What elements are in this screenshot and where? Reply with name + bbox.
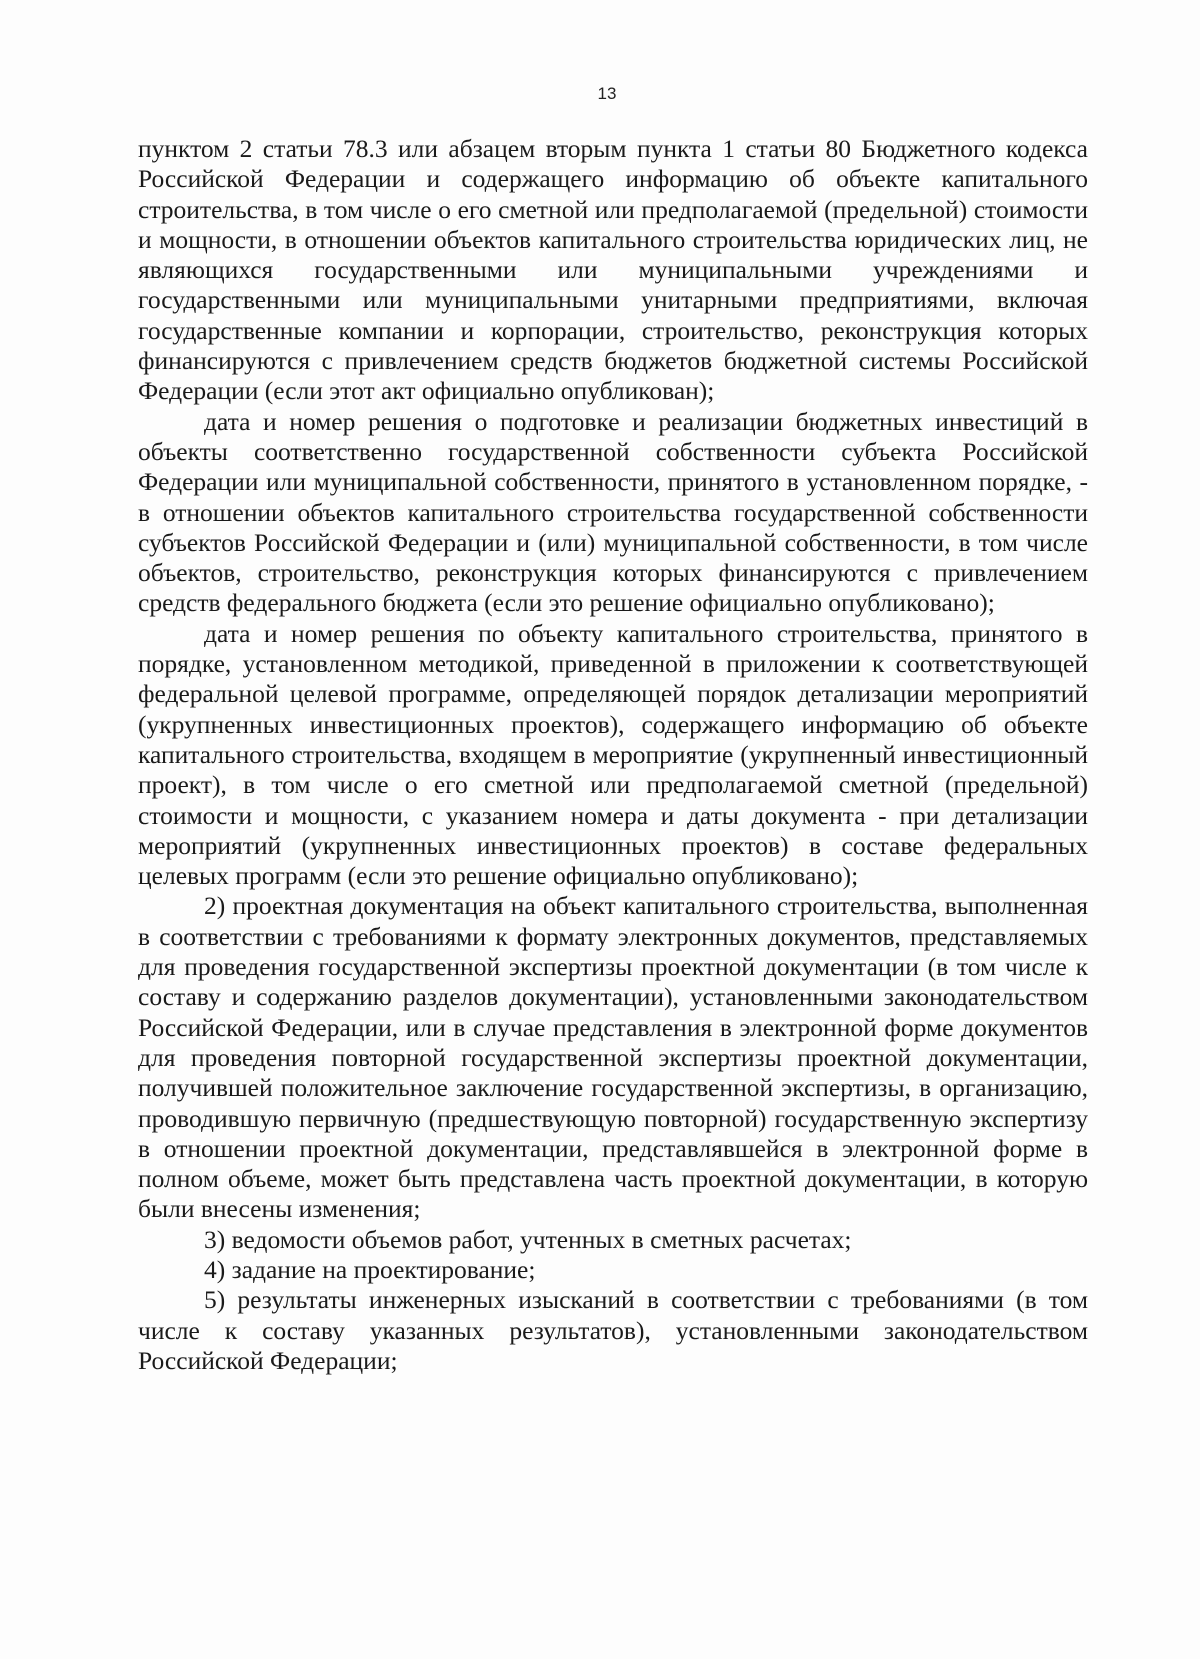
paragraph-continuation: пунктом 2 статьи 78.3 или абзацем вторым пункта 1 статьи 80 Бюджетного кодекса Российской Федерации и содержащего информацию об объекте капитального строительства, в том числе о его сметной или предполагаемой (предельной) стоимости и мощности, в отношении объектов капитального строительства юридических лиц, не являющихся государственными или муниципальными учреждениями и государственными или муниципальными унитарными предприятиями, включая государственные компании и корпорации, строительство, реконструкция которых финансируются с привлечением средств бюджетов бюджетной системы Российской Федерации (если этот акт официально опубликован); xyxy=(138,134,1088,406)
list-item-5-engineering-surveys: 5) результаты инженерных изысканий в соответствии с требованиями (в том числе к составу указанных результатов), установленными законодательством Российской Федерации; xyxy=(138,1285,1088,1375)
page-number: 13 xyxy=(597,84,617,103)
document-body xyxy=(138,134,1088,1376)
list-item-4-design-assignment: 4) задание на проектирование; xyxy=(204,1254,536,1284)
list-item-3-work-volumes: 3) ведомости объемов работ, учтенных в сметных расчетах; xyxy=(204,1224,852,1254)
paragraph-decision-budget-investments: дата и номер решения о подготовке и реализации бюджетных инвестиций в объекты соответственно государственной собственности субъекта Российской Федерации или муниципальной собственности, принятого в установленном порядке, - в отношении объектов капитального строительства государственной собственности субъектов Российской Федерации и (или) муниципальной собственности, в том числе объектов, строительство, реконструкция которых финансируются с привлечением средств федерального бюджета (если это решение официально опубликовано); xyxy=(138,406,1088,618)
paragraph-decision-federal-program: дата и номер решения по объекту капитального строительства, принятого в порядке, установленном методикой, приведенной в приложении к соответствующей федеральной целевой программе, определяющей порядок детализации мероприятий (укрупненных инвестиционных проектов), содержащего информацию об объекте капитального строительства, входящем в мероприятие (укрупненный инвестиционный проект), в том числе о его сметной или предполагаемой сметной (предельной) стоимости и мощности, с указанием номера и даты документа - при детализации мероприятий (укрупненных инвестиционных проектов) в составе федеральных целевых программ (если это решение официально опубликовано); xyxy=(138,618,1088,891)
list-item-2-project-documentation: 2) проектная документация на объект капитального строительства, выполненная в соответствии с требованиями к формату электронных документов, представляемых для проведения государственной экспертизы проектной документации (в том числе к составу и содержанию разделов документации), установленными законодательством Российской Федерации, или в случае представления в электронной форме документов для проведения повторной государственной экспертизы проектной документации, получившей положительное заключение государственной экспертизы, в организацию, проводившую первичную (предшествующую повторной) государственную экспертизу в отношении проектной документации, представлявшейся в электронной форме в полном объеме, может быть представлена часть проектной документации, в которую были внесены изменения; xyxy=(138,891,1088,1224)
